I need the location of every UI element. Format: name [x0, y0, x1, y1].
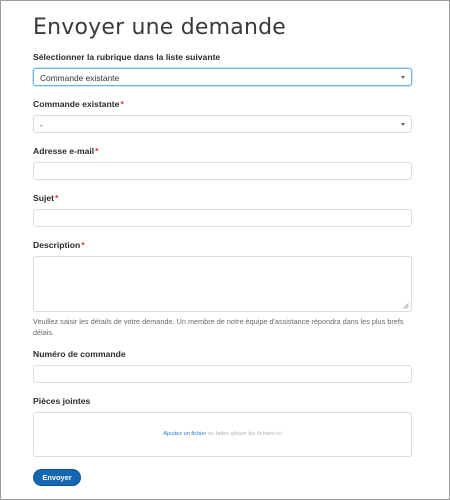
- chevron-down-icon: [401, 76, 405, 79]
- subject-label: [33, 193, 58, 203]
- topic-select[interactable]: [33, 68, 412, 86]
- subject-field[interactable]: [33, 209, 412, 227]
- required-marker: *: [55, 193, 59, 203]
- email-label: [33, 146, 99, 156]
- description-label-text: Description: [33, 240, 81, 250]
- description-help-text: Veuillez saisir les détails de votre demande. Un membre de notre équipe d'assistance répondra dans les plus brefs délais.: [33, 317, 404, 337]
- attachments-dropzone[interactable]: [33, 412, 412, 457]
- required-marker: *: [81, 240, 85, 250]
- attachments-label-text: Pièces jointes: [33, 396, 91, 406]
- topic-select-value: Commande existante: [40, 73, 120, 83]
- existing-order-select[interactable]: [33, 115, 412, 133]
- resize-handle-icon[interactable]: [403, 303, 409, 309]
- drop-hint-text: ou faites glisser les fichiers ici: [206, 431, 282, 437]
- submit-button[interactable]: [33, 469, 81, 486]
- required-marker: *: [95, 146, 99, 156]
- chevron-down-icon: [401, 123, 405, 126]
- email-field[interactable]: [33, 162, 412, 180]
- order-number-field[interactable]: [33, 365, 412, 383]
- topic-label: [33, 52, 220, 62]
- attachments-label: [33, 396, 90, 406]
- order-number-label: [33, 349, 126, 359]
- existing-order-select-value: -: [40, 120, 43, 130]
- description-label: [33, 240, 85, 250]
- description-textarea[interactable]: [33, 256, 412, 312]
- page-title: Envoyer une demande: [33, 15, 286, 40]
- email-label-text: Adresse e-mail: [33, 146, 95, 156]
- add-file-link[interactable]: Ajoutez un fichier: [163, 431, 207, 437]
- existing-order-label-text: Commande existante: [33, 99, 120, 109]
- existing-order-label: [33, 99, 124, 109]
- topic-label-text: Sélectionner la rubrique dans la liste suivante: [33, 52, 221, 62]
- subject-label-text: Sujet: [33, 193, 55, 203]
- order-number-label-text: Numéro de commande: [33, 349, 126, 359]
- required-marker: *: [120, 99, 124, 109]
- submit-button-label: Envoyer: [42, 473, 72, 482]
